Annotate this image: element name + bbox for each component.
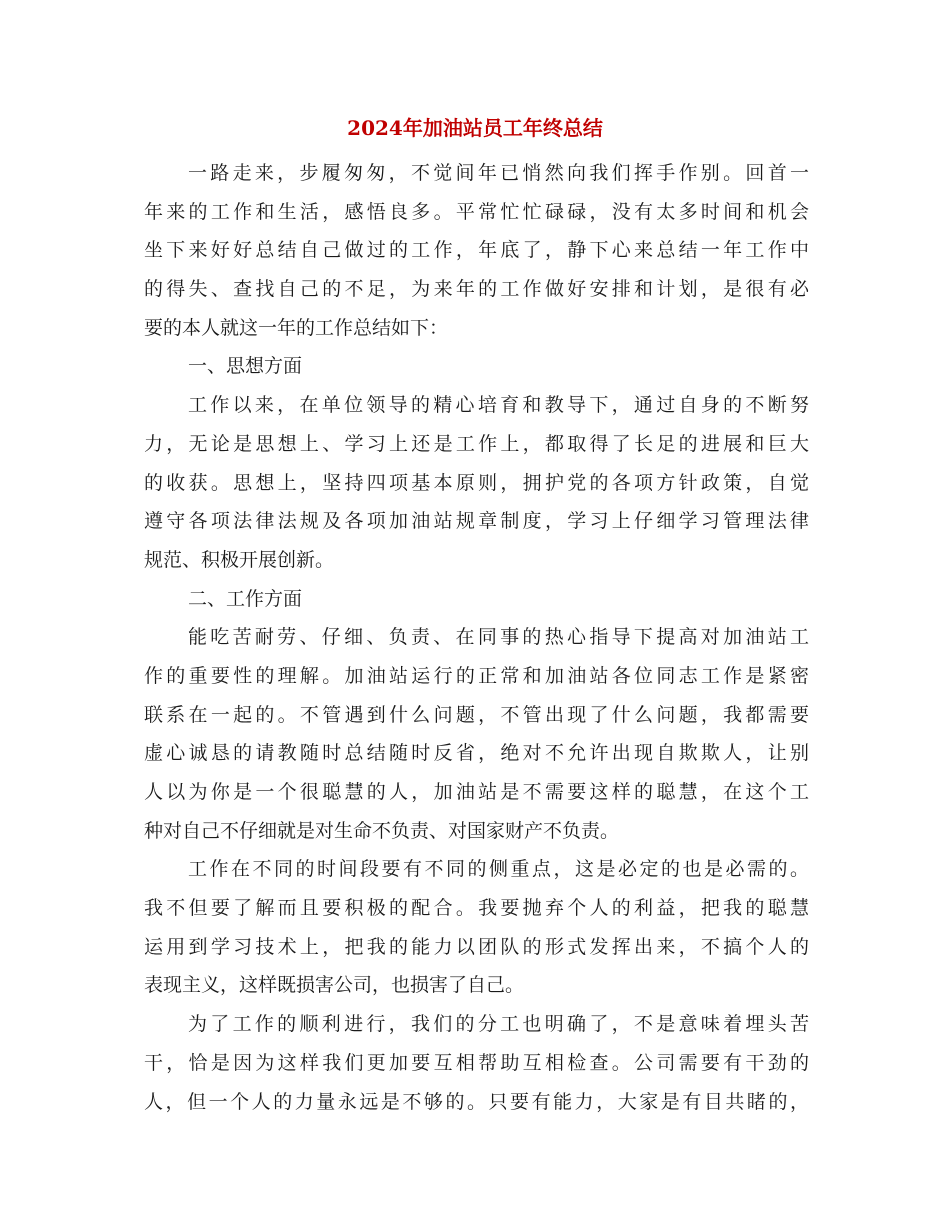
paragraph-line: 工作在不同的时间段要有不同的侧重点，这是必定的也是必需的。 [188,858,809,881]
paragraph-line: 联系在一起的。不管遇到什么问题，不管出现了什么问题，我都需要 [144,703,809,726]
paragraph-line: 工作以来，在单位领导的精心培育和教导下，通过自身的不断努 [188,394,809,417]
paragraph-line: 一路走来，步履匆匆，不觉间年已悄然向我们挥手作别。回首一 [188,162,809,184]
section-heading: 一、思想方面 [188,355,303,378]
paragraph-line: 要的本人就这一年的工作总结如下： [144,316,449,339]
paragraph-line: 虚心诚恳的请教随时总结随时反省，绝对不允许出现自欺欺人，让别 [144,742,809,765]
paragraph-line: 坐下来好好总结自己做过的工作，年底了，静下心来总结一年工作中 [144,239,809,262]
paragraph-line: 种对自己不仔细就是对生命不负责、对国家财产不负责。 [144,819,620,842]
section-heading: 二、工作方面 [188,587,303,610]
paragraph-line: 人，但一个人的力量永远是不够的。只要有能力，大家是有目共睹的， [144,1090,809,1113]
paragraph-line: 干，恰是因为这样我们更加要互相帮助互相检查。公司需要有干劲的 [144,1051,809,1074]
paragraph-line: 人以为你是一个很聪慧的人，加油站是不需要这样的聪慧，在这个工 [144,781,809,803]
paragraph-line: 的收获。思想上，坚持四项基本原则，拥护党的各项方针政策，自觉 [144,471,809,494]
paragraph-line: 规范、积极开展创新。 [144,548,335,571]
paragraph-line: 力，无论是思想上、学习上还是工作上，都取得了长足的进展和巨大 [144,432,809,455]
paragraph-line: 为了工作的顺利进行，我们的分工也明确了，不是意味着埋头苦 [188,1013,809,1036]
paragraph-line: 的得失、查找自己的不足，为来年的工作做好安排和计划，是很有必 [144,278,809,301]
paragraph-line: 能吃苦耐劳、仔细、负责、在同事的热心指导下提高对加油站工 [188,626,809,649]
paragraph-line: 遵守各项法律法规及各项加油站规章制度，学习上仔细学习管理法律 [144,510,809,533]
document-title: 2024年加油站员工年终总结 [347,116,603,140]
paragraph-line: 作的重要性的理解。加油站运行的正常和加油站各位同志工作是紧密 [144,664,809,687]
paragraph-line: 表现主义，这样既损害公司，也损害了自己。 [144,974,525,997]
paragraph-line: 年来的工作和生活，感悟良多。平常忙忙碌碌，没有太多时间和机会 [144,200,809,223]
paragraph-line: 运用到学习技术上，把我的能力以团队的形式发挥出来，不搞个人的 [144,935,809,958]
paragraph-line: 我不但要了解而且要积极的配合。我要抛弃个人的利益，把我的聪慧 [144,897,809,920]
document-body [144,154,809,1121]
